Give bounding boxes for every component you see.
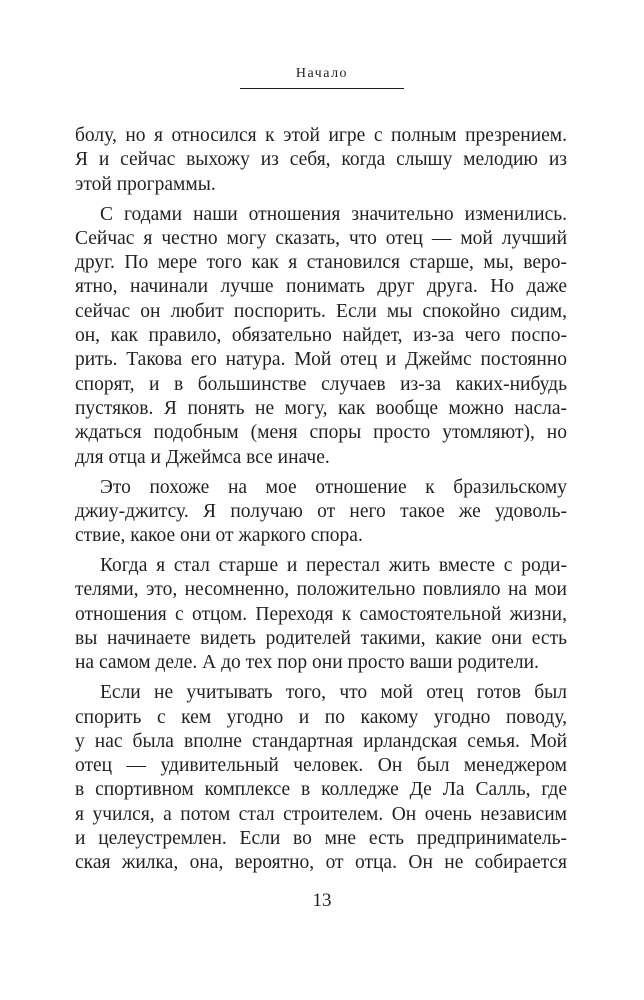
- paragraph: [75, 554, 567, 675]
- text-line: ская жилка, она, вероятно, от отца. Он не собирается: [75, 852, 567, 874]
- text-line: этой программы.: [75, 173, 216, 195]
- text-line: Сейчас я честно могу сказать, что отец — мой лучший: [75, 227, 567, 249]
- text-line: спорить с кем угодно и по какому угодно поводу,: [75, 706, 567, 728]
- running-head-rule: [240, 88, 404, 89]
- text-line: ятно, начинали лучше понимать друг друга. Но даже: [75, 276, 567, 298]
- text-line: телями, это, несомненно, положительно повлияло на мои: [75, 579, 567, 601]
- text-line: ствие, какое они от жаркого спора.: [75, 525, 363, 547]
- text-line: Если не учитывать того, что мой отец готов был: [100, 682, 567, 704]
- text-line: Я и сейчас выхожу из себя, когда слышу мелодию из: [75, 149, 567, 171]
- page-number: 13: [312, 890, 332, 911]
- text-line: вы начинаете видеть родителей такими, какие они есть: [75, 628, 567, 649]
- text-line: Это похоже на мое отношение к бразильскому: [100, 476, 567, 498]
- paragraph: [75, 124, 567, 197]
- text-line: для отца и Джеймса все иначе.: [75, 446, 330, 468]
- running-head: Начало: [295, 66, 349, 81]
- text-line: С годами наши отношения значительно изменились.: [100, 203, 567, 225]
- text-line: на самом деле. А до тех пор они просто ваши родители.: [75, 652, 539, 674]
- text-line: рить. Такова его натура. Мой отец и Джеймс постоянно: [75, 349, 567, 371]
- text-line: Когда я стал старше и перестал жить вместе с роди-: [100, 555, 567, 577]
- body-text: [75, 124, 567, 881]
- text-line: отношения с отцом. Переходя к самостоятельной жизни,: [75, 603, 567, 625]
- text-line: пустяков. Я понять не могу, как вообще можно наслa-: [75, 397, 567, 419]
- text-line: в спортивном комплексе в колледже Де Ла Салль, где: [75, 779, 567, 801]
- text-line: у нас была вполне стандартная ирландская семья. Мой: [75, 730, 567, 752]
- paragraph: [75, 476, 567, 549]
- text-line: и целеустремлен. Если во мне есть предпринимatель-: [75, 828, 567, 850]
- text-line: отец — удивительный человек. Он был менеджером: [75, 755, 567, 777]
- text-line: друг. По мере того как я становился старше, мы, веро-: [75, 252, 567, 274]
- text-line: он, как правило, обязательно найдет, из-за чего поспо-: [75, 325, 567, 347]
- paragraph: [75, 681, 567, 875]
- text-line: ждаться подобным (меня споры просто утомляют), но: [75, 422, 567, 444]
- text-line: джиу-джитсу. Я получаю от него такое же удоволь-: [75, 500, 567, 522]
- paragraph: [75, 203, 567, 470]
- text-line: спорят, и в большинстве случаев из-за каких-нибудь: [75, 373, 567, 395]
- text-line: болу, но я относился к этой игре с полным презрением.: [75, 125, 567, 146]
- text-line: сейчас он любит поспорить. Если мы спокойно сидим,: [75, 300, 567, 322]
- text-line: я учился, а потом стал строителем. Он очень независим: [75, 803, 567, 825]
